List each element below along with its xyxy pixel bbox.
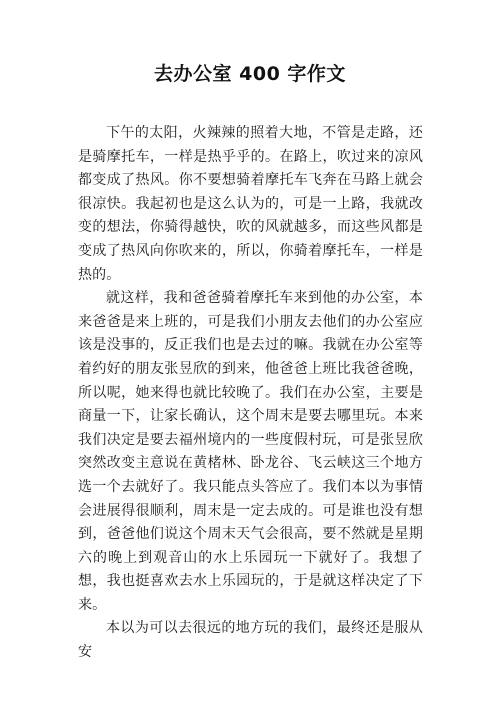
paragraph-1: 下午的太阳，火辣辣的照着大地，不管是走路，还是骑摩托车，一样是热乎乎的。在路上，吹过来的凉风都变成了热风。你不要想骑着摩托车飞奔在马路上就会很凉快。我起初也是这么认为的，可是一上路，我就改变的想法，你骑得越快，吹的风就越多，而这些风都是变成了热风向你吹来的，所以，你骑着摩托车，一样是热的。 xyxy=(78,125,423,283)
paragraph-2: 就这样，我和爸爸骑着摩托车来到他的办公室，本来爸爸是来上班的，可是我们小朋友去他们的办公室应该是没事的，反正我们也是去过的嘛。我就在办公室等着约好的朋友张昱欣的到来，他爸爸上班比我爸爸晚，所以呢，她来得也就比较晚了。我们在办公室，主要是商量一下，让家长确认，这个周末是要去哪里玩。本来我们决定是要去福州境内的一些度假村玩，可是张昱欣突然改变主意说在黄楮林、卧龙谷、飞云峡这三个地方选一个去就好了。我只能点头答应了。我们本以为事情会进展得很顺利，周末是一定去成的。可是谁也没有想到，爸爸他们说这个周末天气会很高，要不然就是星期六的晚上到观音山的水上乐园玩一下就好了。我想了想，我也挺喜欢去水上乐园玩的，于是就这样决定了下来。 xyxy=(78,290,423,613)
paragraph-3: 本以为可以去很远的地方玩的我们，最终还是服从安 xyxy=(78,620,423,661)
document-body xyxy=(78,122,423,665)
document-title: 去办公室 400 字作文 xyxy=(154,63,346,85)
